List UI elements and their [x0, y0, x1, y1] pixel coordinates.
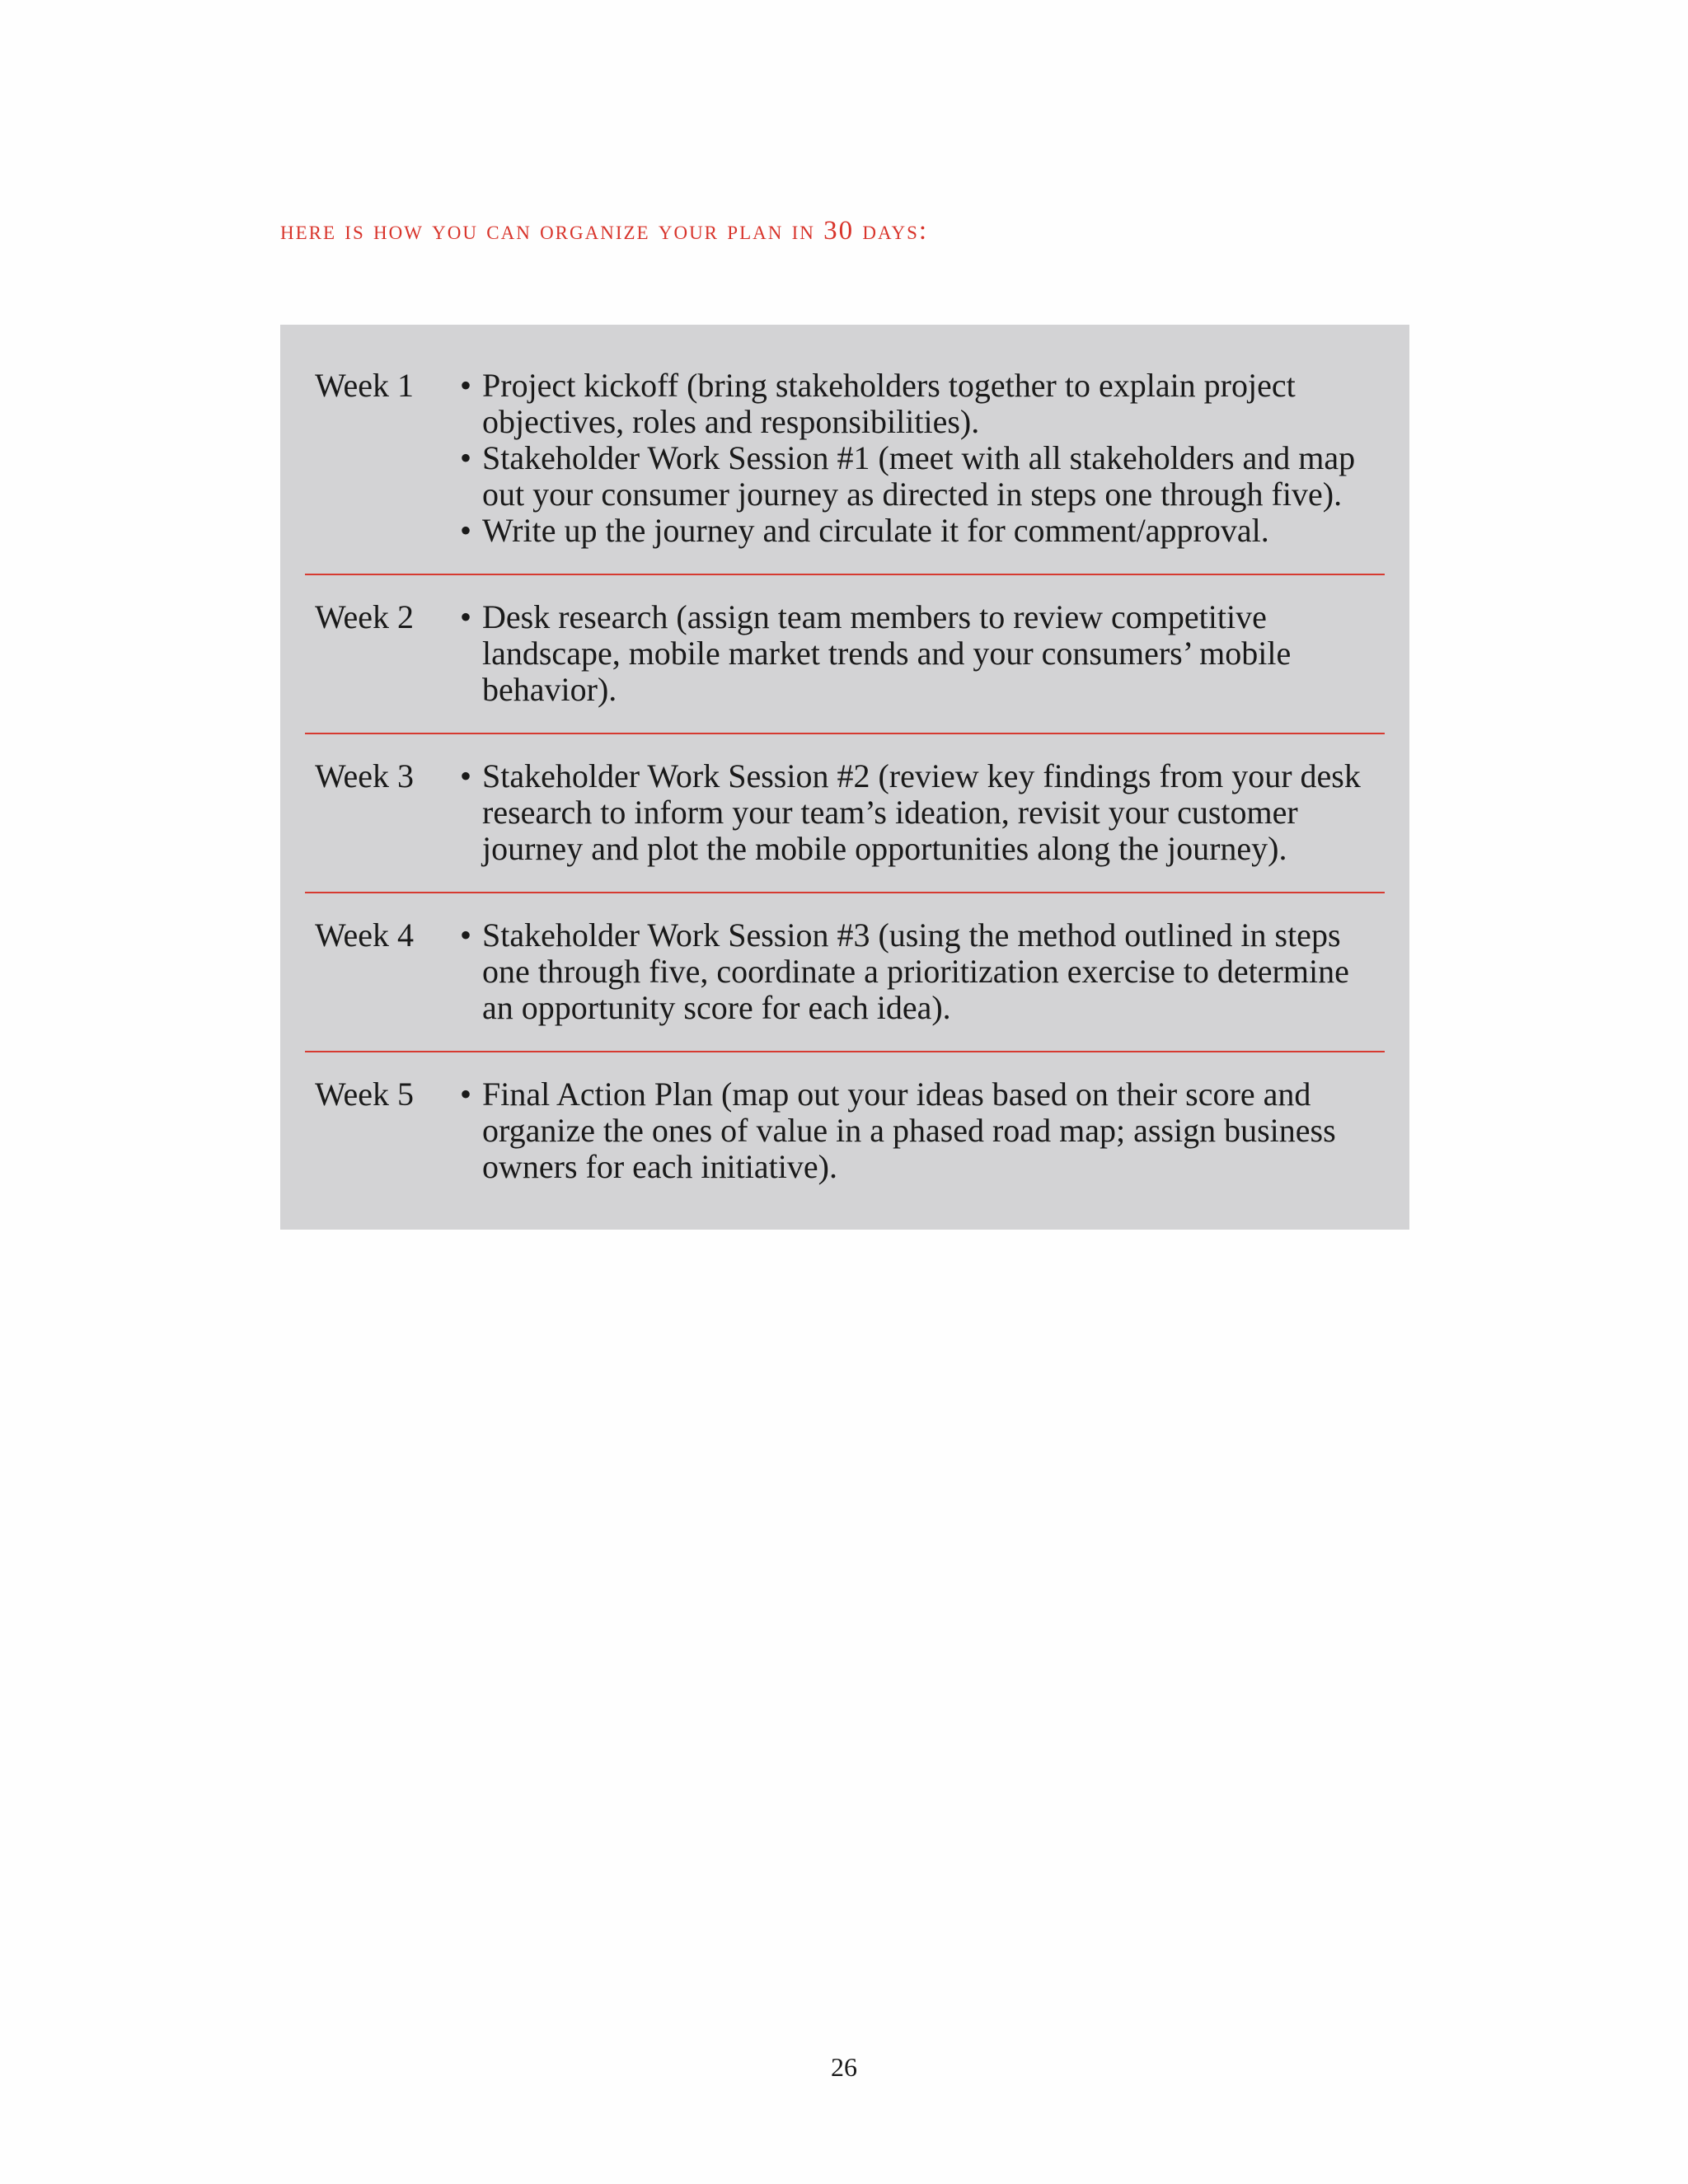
task-item: • Stakeholder Work Session #1 (meet with all stakeholders and map out your consumer journey as directed in steps one through five). [460, 440, 1383, 513]
week-label: Week 2 [315, 598, 415, 635]
task-list [460, 758, 1383, 867]
task-item: • Write up the journey and circulate it for comment/approval. [460, 513, 1383, 549]
week-label: Week 4 [315, 916, 415, 954]
section-heading: here is how you can organize your plan in 30 days: [280, 216, 929, 246]
task-list [460, 917, 1383, 1026]
task-item: • Desk research (assign team members to review competitive landscape, mobile market trends and your consumers’ mobile behavior). [460, 599, 1383, 708]
task-list [460, 599, 1383, 708]
week-label: Week 5 [315, 1076, 415, 1113]
week-label: Week 3 [315, 757, 415, 794]
row-divider [305, 892, 1385, 893]
row-divider [305, 1051, 1385, 1052]
plan-panel [280, 325, 1409, 1230]
task-item: • Final Action Plan (map out your ideas based on their score and organize the ones of value in a phased road map; assign business owners for each initiative). [460, 1076, 1383, 1185]
row-divider [305, 733, 1385, 734]
week-label: Week 1 [315, 367, 415, 404]
task-item: • Stakeholder Work Session #2 (review key findings from your desk research to inform your team’s ideation, revisit your customer journey and plot the mobile opportunities along the journey). [460, 758, 1383, 867]
task-list [460, 368, 1383, 549]
task-item: • Stakeholder Work Session #3 (using the method outlined in steps one through five, coordinate a prioritization exercise to determine an opportunity score for each idea). [460, 917, 1383, 1026]
task-item: • Project kickoff (bring stakeholders together to explain project objectives, roles and responsibilities). [460, 368, 1383, 440]
task-list [460, 1076, 1383, 1185]
row-divider [305, 574, 1385, 575]
page-number: 26 [831, 2052, 857, 2082]
